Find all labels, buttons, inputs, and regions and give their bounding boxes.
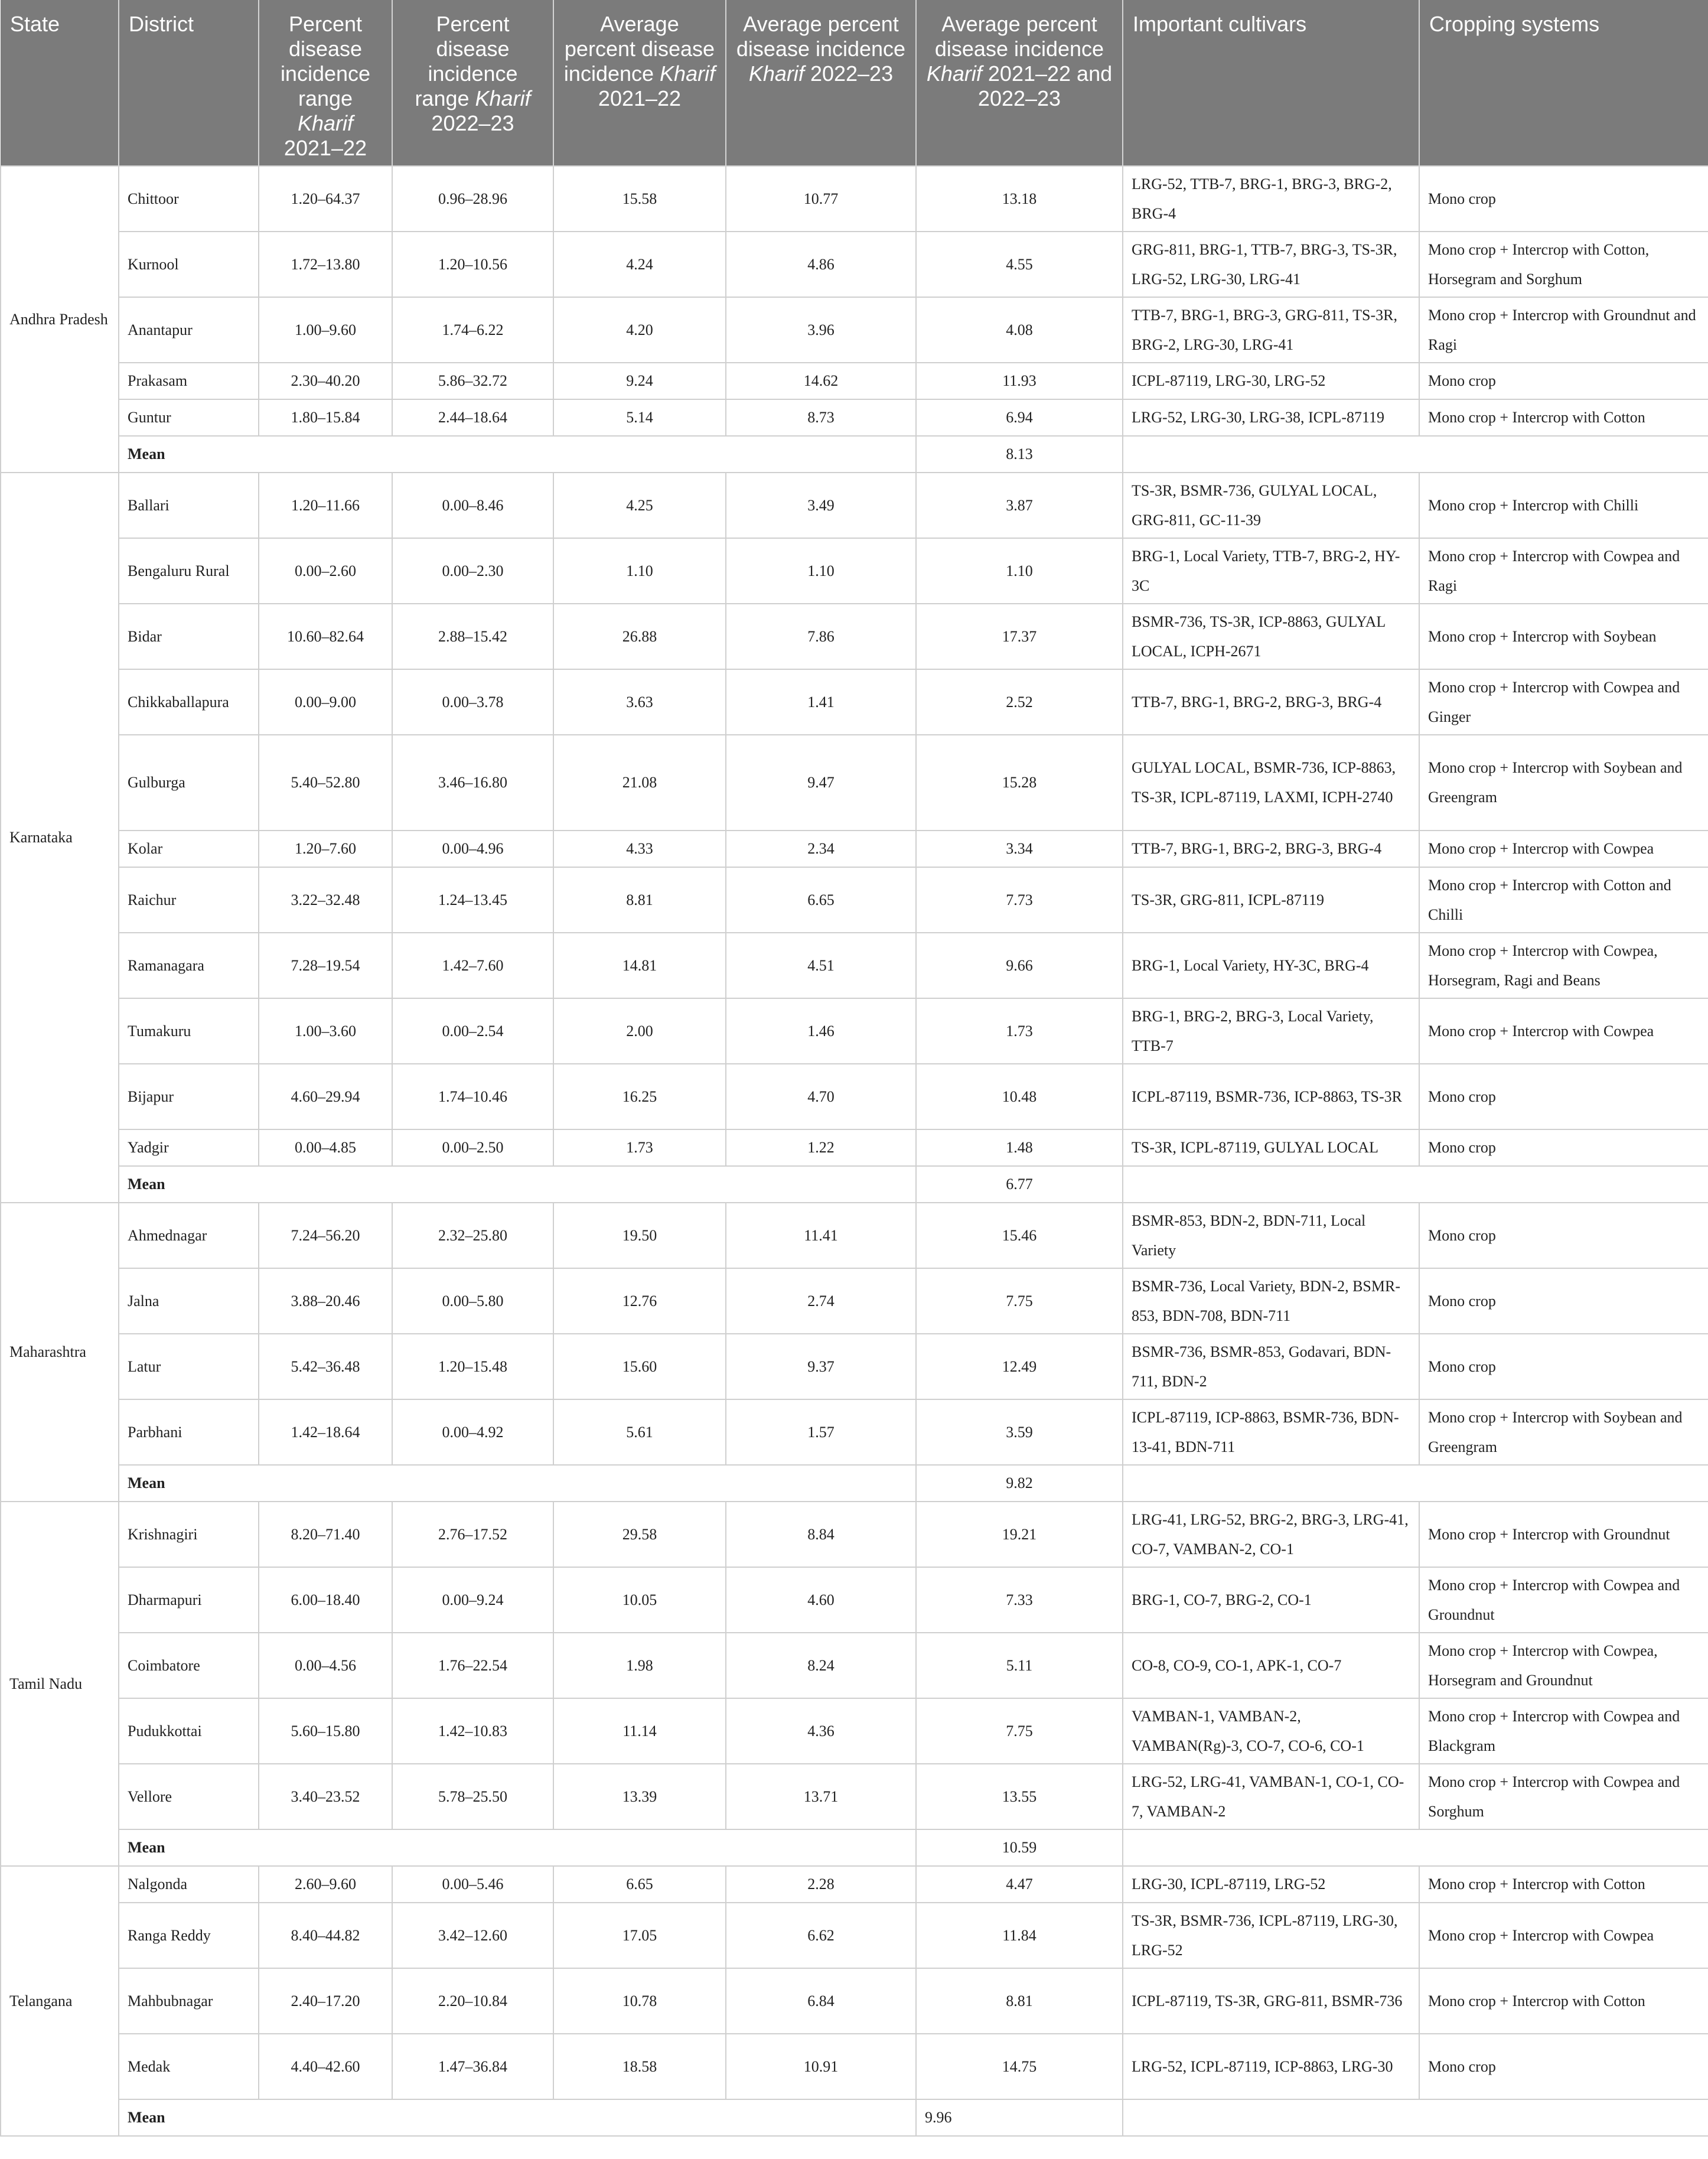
cultivars-cell: TTB-7, BRG-1, BRG-3, GRG-811, TS-3R, BRG-2, LRG-30, LRG-41 [1123, 297, 1419, 363]
cultivars-cell: BRG-1, BRG-2, BRG-3, Local Variety, TTB-7 [1123, 998, 1419, 1064]
range-2021-cell: 0.00–9.00 [259, 669, 392, 735]
avg-2022-cell: 6.62 [726, 1903, 916, 1968]
district-cell: Yadgir [119, 1129, 259, 1166]
avg-2021-cell: 12.76 [553, 1268, 726, 1334]
avg-2022-cell: 8.24 [726, 1633, 916, 1698]
avg-2021-cell: 10.05 [553, 1567, 726, 1633]
header-row [1, 0, 1708, 166]
avg-2022-cell: 14.62 [726, 363, 916, 399]
district-cell: Parbhani [119, 1399, 259, 1465]
avg-2022-cell: 1.41 [726, 669, 916, 735]
avg-both-cell: 14.75 [916, 2034, 1123, 2099]
district-cell: Ranga Reddy [119, 1903, 259, 1968]
avg-both-cell: 4.08 [916, 297, 1123, 363]
district-cell: Prakasam [119, 363, 259, 399]
cultivars-cell: BSMR-736, TS-3R, ICP-8863, GULYAL LOCAL, ICPH-2671 [1123, 604, 1419, 669]
avg-both-cell: 19.21 [916, 1502, 1123, 1567]
cropping-cell: Mono crop + Intercrop with Cotton [1419, 1866, 1708, 1903]
table-row [1, 473, 1708, 538]
avg-2021-cell: 29.58 [553, 1502, 726, 1567]
district-cell: Latur [119, 1334, 259, 1399]
district-cell: Ahmednagar [119, 1203, 259, 1268]
range-2021-cell: 5.42–36.48 [259, 1334, 392, 1399]
cultivars-cell: BSMR-736, Local Variety, BDN-2, BSMR-853, BDN-708, BDN-711 [1123, 1268, 1419, 1334]
avg-2022-cell: 8.73 [726, 399, 916, 436]
avg-both-cell: 1.73 [916, 998, 1123, 1064]
header-range-2021: Percent disease incidence range Kharif 2021–22 [259, 0, 392, 166]
range-2022-cell: 0.96–28.96 [392, 166, 553, 232]
cropping-cell: Mono crop + Intercrop with Soybean and Greengram [1419, 735, 1708, 831]
range-2022-cell: 3.46–16.80 [392, 735, 553, 831]
avg-2022-cell: 3.96 [726, 297, 916, 363]
cropping-cell: Mono crop + Intercrop with Chilli [1419, 473, 1708, 538]
cropping-cell: Mono crop + Intercrop with Cowpea, Horsegram, Ragi and Beans [1419, 933, 1708, 998]
header-district: District [119, 0, 259, 166]
range-2022-cell: 0.00–9.24 [392, 1567, 553, 1633]
avg-both-cell: 1.48 [916, 1129, 1123, 1166]
avg-2021-cell: 5.61 [553, 1399, 726, 1465]
district-cell: Vellore [119, 1764, 259, 1829]
range-2022-cell: 0.00–4.96 [392, 831, 553, 867]
avg-both-cell: 15.46 [916, 1203, 1123, 1268]
district-cell: Bengaluru Rural [119, 538, 259, 604]
range-2021-cell: 8.20–71.40 [259, 1502, 392, 1567]
cultivars-cell: LRG-41, LRG-52, BRG-2, BRG-3, LRG-41, CO-7, VAMBAN-2, CO-1 [1123, 1502, 1419, 1567]
avg-2021-cell: 3.63 [553, 669, 726, 735]
cropping-cell: Mono crop + Intercrop with Cotton, Horsegram and Sorghum [1419, 232, 1708, 297]
avg-2022-cell: 9.37 [726, 1334, 916, 1399]
range-2022-cell: 1.76–22.54 [392, 1633, 553, 1698]
avg-2021-cell: 6.65 [553, 1866, 726, 1903]
avg-2021-cell: 18.58 [553, 2034, 726, 2099]
cropping-cell: Mono crop + Intercrop with Cowpea [1419, 831, 1708, 867]
range-2021-cell: 0.00–4.85 [259, 1129, 392, 1166]
avg-2022-cell: 2.74 [726, 1268, 916, 1334]
table-row [1, 831, 1708, 867]
cultivars-cell: ICPL-87119, BSMR-736, ICP-8863, TS-3R [1123, 1064, 1419, 1129]
range-2022-cell: 2.32–25.80 [392, 1203, 553, 1268]
avg-2021-cell: 1.73 [553, 1129, 726, 1166]
table-row [1, 1064, 1708, 1129]
range-2022-cell: 0.00–2.54 [392, 998, 553, 1064]
state-cell: Telangana [1, 1866, 119, 2136]
district-cell: Anantapur [119, 297, 259, 363]
cultivars-cell: BSMR-853, BDN-2, BDN-711, Local Variety [1123, 1203, 1419, 1268]
range-2021-cell: 1.42–18.64 [259, 1399, 392, 1465]
range-2022-cell: 2.88–15.42 [392, 604, 553, 669]
table-row [1, 1903, 1708, 1968]
range-2022-cell: 3.42–12.60 [392, 1903, 553, 1968]
cropping-cell: Mono crop + Intercrop with Cowpea and Groundnut [1419, 1567, 1708, 1633]
avg-2021-cell: 10.78 [553, 1968, 726, 2034]
avg-2022-cell: 4.86 [726, 232, 916, 297]
table-row [1, 297, 1708, 363]
range-2021-cell: 3.88–20.46 [259, 1268, 392, 1334]
avg-2022-cell: 3.49 [726, 473, 916, 538]
cropping-cell: Mono crop [1419, 166, 1708, 232]
range-2021-cell: 6.00–18.40 [259, 1567, 392, 1633]
avg-both-cell: 7.75 [916, 1268, 1123, 1334]
avg-2022-cell: 10.91 [726, 2034, 916, 2099]
mean-value: 10.59 [916, 1829, 1123, 1866]
avg-2021-cell: 1.98 [553, 1633, 726, 1698]
cultivars-cell: TTB-7, BRG-1, BRG-2, BRG-3, BRG-4 [1123, 831, 1419, 867]
mean-empty [1123, 1829, 1708, 1866]
range-2021-cell: 1.80–15.84 [259, 399, 392, 436]
table-row [1, 1203, 1708, 1268]
cultivars-cell: BRG-1, Local Variety, TTB-7, BRG-2, HY-3C [1123, 538, 1419, 604]
range-2022-cell: 1.42–7.60 [392, 933, 553, 998]
range-2021-cell: 1.00–9.60 [259, 297, 392, 363]
avg-2022-cell: 1.46 [726, 998, 916, 1064]
range-2021-cell: 1.00–3.60 [259, 998, 392, 1064]
mean-label: Mean [119, 2099, 916, 2136]
table-row [1, 933, 1708, 998]
avg-2021-cell: 19.50 [553, 1203, 726, 1268]
avg-2022-cell: 1.57 [726, 1399, 916, 1465]
avg-2021-cell: 8.81 [553, 867, 726, 933]
range-2021-cell: 0.00–2.60 [259, 538, 392, 604]
table-row [1, 1502, 1708, 1567]
avg-both-cell: 13.55 [916, 1764, 1123, 1829]
district-cell: Dharmapuri [119, 1567, 259, 1633]
mean-label: Mean [119, 1166, 916, 1203]
mean-row [1, 1166, 1708, 1203]
avg-2021-cell: 14.81 [553, 933, 726, 998]
cultivars-cell: TTB-7, BRG-1, BRG-2, BRG-3, BRG-4 [1123, 669, 1419, 735]
cropping-cell: Mono crop + Intercrop with Cotton [1419, 399, 1708, 436]
mean-value: 8.13 [916, 436, 1123, 473]
range-2022-cell: 0.00–5.80 [392, 1268, 553, 1334]
avg-both-cell: 13.18 [916, 166, 1123, 232]
cultivars-cell: LRG-52, TTB-7, BRG-1, BRG-3, BRG-2, BRG-4 [1123, 166, 1419, 232]
state-cell: Karnataka [1, 473, 119, 1203]
cropping-cell: Mono crop + Intercrop with Groundnut [1419, 1502, 1708, 1567]
avg-2021-cell: 1.10 [553, 538, 726, 604]
mean-row [1, 436, 1708, 473]
header-avg-both: Average percent disease incidence Kharif 2021–22 and 2022–23 [916, 0, 1123, 166]
range-2021-cell: 1.72–13.80 [259, 232, 392, 297]
cultivars-cell: LRG-52, LRG-30, LRG-38, ICPL-87119 [1123, 399, 1419, 436]
cropping-cell: Mono crop [1419, 1268, 1708, 1334]
cultivars-cell: GULYAL LOCAL, BSMR-736, ICP-8863, TS-3R, ICPL-87119, LAXMI, ICPH-2740 [1123, 735, 1419, 831]
table-body [1, 166, 1708, 2136]
table-row [1, 2034, 1708, 2099]
header-avg-2021: Average percent disease incidence Kharif 2021–22 [553, 0, 726, 166]
district-cell: Kurnool [119, 232, 259, 297]
avg-both-cell: 4.47 [916, 1866, 1123, 1903]
district-cell: Krishnagiri [119, 1502, 259, 1567]
header-cultivars: Important cultivars [1123, 0, 1419, 166]
state-cell: Tamil Nadu [1, 1502, 119, 1866]
range-2022-cell: 0.00–4.92 [392, 1399, 553, 1465]
cropping-cell: Mono crop + Intercrop with Cowpea and Ginger [1419, 669, 1708, 735]
district-cell: Tumakuru [119, 998, 259, 1064]
cultivars-cell: GRG-811, BRG-1, TTB-7, BRG-3, TS-3R, LRG-52, LRG-30, LRG-41 [1123, 232, 1419, 297]
district-cell: Nalgonda [119, 1866, 259, 1903]
avg-both-cell: 2.52 [916, 669, 1123, 735]
range-2022-cell: 2.44–18.64 [392, 399, 553, 436]
avg-2021-cell: 4.24 [553, 232, 726, 297]
avg-both-cell: 3.34 [916, 831, 1123, 867]
cultivars-cell: BRG-1, Local Variety, HY-3C, BRG-4 [1123, 933, 1419, 998]
cropping-cell: Mono crop + Intercrop with Cotton [1419, 1968, 1708, 2034]
district-cell: Chittoor [119, 166, 259, 232]
cultivars-cell: LRG-52, LRG-41, VAMBAN-1, CO-1, CO-7, VAMBAN-2 [1123, 1764, 1419, 1829]
avg-both-cell: 8.81 [916, 1968, 1123, 2034]
avg-2022-cell: 10.77 [726, 166, 916, 232]
range-2021-cell: 4.60–29.94 [259, 1064, 392, 1129]
range-2021-cell: 5.40–52.80 [259, 735, 392, 831]
mean-empty [1123, 1166, 1708, 1203]
avg-both-cell: 7.73 [916, 867, 1123, 933]
district-cell: Gulburga [119, 735, 259, 831]
range-2022-cell: 1.74–10.46 [392, 1064, 553, 1129]
cropping-cell: Mono crop [1419, 1129, 1708, 1166]
district-cell: Ramanagara [119, 933, 259, 998]
cultivars-cell: LRG-52, ICPL-87119, ICP-8863, LRG-30 [1123, 2034, 1419, 2099]
range-2021-cell: 8.40–44.82 [259, 1903, 392, 1968]
table-row [1, 1399, 1708, 1465]
range-2021-cell: 2.30–40.20 [259, 363, 392, 399]
avg-both-cell: 15.28 [916, 735, 1123, 831]
avg-2022-cell: 2.34 [726, 831, 916, 867]
cultivars-cell: TS-3R, BSMR-736, GULYAL LOCAL, GRG-811, GC-11-39 [1123, 473, 1419, 538]
range-2022-cell: 1.20–10.56 [392, 232, 553, 297]
cultivars-cell: TS-3R, ICPL-87119, GULYAL LOCAL [1123, 1129, 1419, 1166]
table-row [1, 363, 1708, 399]
mean-value: 6.77 [916, 1166, 1123, 1203]
range-2022-cell: 0.00–5.46 [392, 1866, 553, 1903]
avg-both-cell: 11.93 [916, 363, 1123, 399]
table-row [1, 867, 1708, 933]
avg-2021-cell: 16.25 [553, 1064, 726, 1129]
range-2022-cell: 1.20–15.48 [392, 1334, 553, 1399]
range-2021-cell: 5.60–15.80 [259, 1698, 392, 1764]
cropping-cell: Mono crop [1419, 1334, 1708, 1399]
table-row [1, 1567, 1708, 1633]
avg-2021-cell: 15.60 [553, 1334, 726, 1399]
avg-2021-cell: 2.00 [553, 998, 726, 1064]
table-row [1, 1633, 1708, 1698]
cultivars-cell: TS-3R, GRG-811, ICPL-87119 [1123, 867, 1419, 933]
avg-both-cell: 3.59 [916, 1399, 1123, 1465]
cultivars-cell: ICPL-87119, TS-3R, GRG-811, BSMR-736 [1123, 1968, 1419, 2034]
avg-2022-cell: 6.84 [726, 1968, 916, 2034]
range-2021-cell: 0.00–4.56 [259, 1633, 392, 1698]
mean-value: 9.96 [916, 2099, 1123, 2136]
cultivars-cell: BSMR-736, BSMR-853, Godavari, BDN-711, BDN-2 [1123, 1334, 1419, 1399]
avg-2022-cell: 4.70 [726, 1064, 916, 1129]
district-cell: Coimbatore [119, 1633, 259, 1698]
district-cell: Chikkaballapura [119, 669, 259, 735]
avg-both-cell: 9.66 [916, 933, 1123, 998]
avg-both-cell: 7.75 [916, 1698, 1123, 1764]
avg-2021-cell: 21.08 [553, 735, 726, 831]
cropping-cell: Mono crop [1419, 363, 1708, 399]
range-2022-cell: 0.00–8.46 [392, 473, 553, 538]
range-2021-cell: 10.60–82.64 [259, 604, 392, 669]
avg-2022-cell: 4.51 [726, 933, 916, 998]
range-2021-cell: 2.40–17.20 [259, 1968, 392, 2034]
mean-label: Mean [119, 1829, 916, 1866]
table-row [1, 1268, 1708, 1334]
header-cropping: Cropping systems [1419, 0, 1708, 166]
cropping-cell: Mono crop + Intercrop with Cowpea and Blackgram [1419, 1698, 1708, 1764]
cultivars-cell: VAMBAN-1, VAMBAN-2, VAMBAN(Rg)-3, CO-7, CO-6, CO-1 [1123, 1698, 1419, 1764]
table-row [1, 399, 1708, 436]
avg-both-cell: 4.55 [916, 232, 1123, 297]
district-cell: Medak [119, 2034, 259, 2099]
mean-row [1, 1465, 1708, 1502]
avg-both-cell: 17.37 [916, 604, 1123, 669]
cultivars-cell: ICPL-87119, ICP-8863, BSMR-736, BDN-13-41, BDN-711 [1123, 1399, 1419, 1465]
cropping-cell: Mono crop + Intercrop with Cowpea, Horsegram and Groundnut [1419, 1633, 1708, 1698]
avg-both-cell: 3.87 [916, 473, 1123, 538]
mean-empty [1123, 1465, 1708, 1502]
table-row [1, 1866, 1708, 1903]
mean-label: Mean [119, 1465, 916, 1502]
range-2021-cell: 3.22–32.48 [259, 867, 392, 933]
cropping-cell: Mono crop + Intercrop with Cowpea [1419, 1903, 1708, 1968]
cropping-cell: Mono crop + Intercrop with Cowpea [1419, 998, 1708, 1064]
avg-both-cell: 12.49 [916, 1334, 1123, 1399]
table-row [1, 998, 1708, 1064]
avg-2022-cell: 13.71 [726, 1764, 916, 1829]
table-row [1, 166, 1708, 232]
range-2022-cell: 0.00–3.78 [392, 669, 553, 735]
avg-2022-cell: 1.22 [726, 1129, 916, 1166]
cropping-cell: Mono crop + Intercrop with Soybean [1419, 604, 1708, 669]
mean-row [1, 2099, 1708, 2136]
district-cell: Pudukkottai [119, 1698, 259, 1764]
avg-2022-cell: 9.47 [726, 735, 916, 831]
cultivars-cell: TS-3R, BSMR-736, ICPL-87119, LRG-30, LRG-52 [1123, 1903, 1419, 1968]
avg-both-cell: 5.11 [916, 1633, 1123, 1698]
avg-both-cell: 11.84 [916, 1903, 1123, 1968]
avg-2021-cell: 11.14 [553, 1698, 726, 1764]
range-2021-cell: 3.40–23.52 [259, 1764, 392, 1829]
state-cell: Andhra Pradesh [1, 166, 119, 473]
header-range-2022: Percent disease incidence range Kharif 2022–23 [392, 0, 553, 166]
table-row [1, 669, 1708, 735]
avg-2022-cell: 11.41 [726, 1203, 916, 1268]
district-cell: Raichur [119, 867, 259, 933]
range-2022-cell: 2.76–17.52 [392, 1502, 553, 1567]
range-2022-cell: 1.42–10.83 [392, 1698, 553, 1764]
range-2021-cell: 2.60–9.60 [259, 1866, 392, 1903]
avg-2021-cell: 4.25 [553, 473, 726, 538]
avg-2021-cell: 4.20 [553, 297, 726, 363]
avg-2022-cell: 4.60 [726, 1567, 916, 1633]
range-2022-cell: 2.20–10.84 [392, 1968, 553, 2034]
mean-row [1, 1829, 1708, 1866]
cropping-cell: Mono crop [1419, 1064, 1708, 1129]
range-2022-cell: 1.74–6.22 [392, 297, 553, 363]
range-2022-cell: 0.00–2.30 [392, 538, 553, 604]
cultivars-cell: ICPL-87119, LRG-30, LRG-52 [1123, 363, 1419, 399]
table-row [1, 1129, 1708, 1166]
state-cell: Maharashtra [1, 1203, 119, 1502]
header-avg-2022: Average percent disease incidence Kharif 2022–23 [726, 0, 916, 166]
range-2022-cell: 5.78–25.50 [392, 1764, 553, 1829]
cropping-cell: Mono crop + Intercrop with Cowpea and Sorghum [1419, 1764, 1708, 1829]
range-2022-cell: 0.00–2.50 [392, 1129, 553, 1166]
cultivars-cell: LRG-30, ICPL-87119, LRG-52 [1123, 1866, 1419, 1903]
avg-2022-cell: 4.36 [726, 1698, 916, 1764]
avg-2021-cell: 13.39 [553, 1764, 726, 1829]
avg-2021-cell: 4.33 [553, 831, 726, 867]
range-2022-cell: 1.47–36.84 [392, 2034, 553, 2099]
range-2021-cell: 7.24–56.20 [259, 1203, 392, 1268]
range-2021-cell: 4.40–42.60 [259, 2034, 392, 2099]
mean-empty [1123, 2099, 1708, 2136]
mean-empty [1123, 436, 1708, 473]
avg-2022-cell: 8.84 [726, 1502, 916, 1567]
header-state: State [1, 0, 119, 166]
avg-2021-cell: 5.14 [553, 399, 726, 436]
avg-both-cell: 7.33 [916, 1567, 1123, 1633]
avg-both-cell: 6.94 [916, 399, 1123, 436]
avg-both-cell: 1.10 [916, 538, 1123, 604]
district-cell: Guntur [119, 399, 259, 436]
avg-2022-cell: 6.65 [726, 867, 916, 933]
district-cell: Mahbubnagar [119, 1968, 259, 2034]
cropping-cell: Mono crop [1419, 1203, 1708, 1268]
table-row [1, 1968, 1708, 2034]
table-row [1, 1698, 1708, 1764]
avg-2021-cell: 26.88 [553, 604, 726, 669]
range-2022-cell: 1.24–13.45 [392, 867, 553, 933]
table-row [1, 604, 1708, 669]
range-2021-cell: 1.20–11.66 [259, 473, 392, 538]
table-row [1, 538, 1708, 604]
avg-2022-cell: 7.86 [726, 604, 916, 669]
mean-value: 9.82 [916, 1465, 1123, 1502]
range-2021-cell: 7.28–19.54 [259, 933, 392, 998]
avg-both-cell: 10.48 [916, 1064, 1123, 1129]
avg-2022-cell: 1.10 [726, 538, 916, 604]
cropping-cell: Mono crop + Intercrop with Soybean and Greengram [1419, 1399, 1708, 1465]
avg-2021-cell: 17.05 [553, 1903, 726, 1968]
table-row [1, 1764, 1708, 1829]
cultivars-cell: BRG-1, CO-7, BRG-2, CO-1 [1123, 1567, 1419, 1633]
range-2021-cell: 1.20–64.37 [259, 166, 392, 232]
avg-2021-cell: 15.58 [553, 166, 726, 232]
mean-label: Mean [119, 436, 916, 473]
cropping-cell: Mono crop + Intercrop with Cotton and Chilli [1419, 867, 1708, 933]
table-row [1, 1334, 1708, 1399]
district-cell: Bijapur [119, 1064, 259, 1129]
cropping-cell: Mono crop + Intercrop with Cowpea and Ragi [1419, 538, 1708, 604]
table-row [1, 232, 1708, 297]
cultivars-cell: CO-8, CO-9, CO-1, APK-1, CO-7 [1123, 1633, 1419, 1698]
cropping-cell: Mono crop [1419, 2034, 1708, 2099]
district-cell: Jalna [119, 1268, 259, 1334]
table-row [1, 735, 1708, 831]
district-cell: Bidar [119, 604, 259, 669]
range-2021-cell: 1.20–7.60 [259, 831, 392, 867]
district-cell: Ballari [119, 473, 259, 538]
avg-2022-cell: 2.28 [726, 1866, 916, 1903]
cropping-cell: Mono crop + Intercrop with Groundnut and Ragi [1419, 297, 1708, 363]
avg-2021-cell: 9.24 [553, 363, 726, 399]
range-2022-cell: 5.86–32.72 [392, 363, 553, 399]
district-cell: Kolar [119, 831, 259, 867]
